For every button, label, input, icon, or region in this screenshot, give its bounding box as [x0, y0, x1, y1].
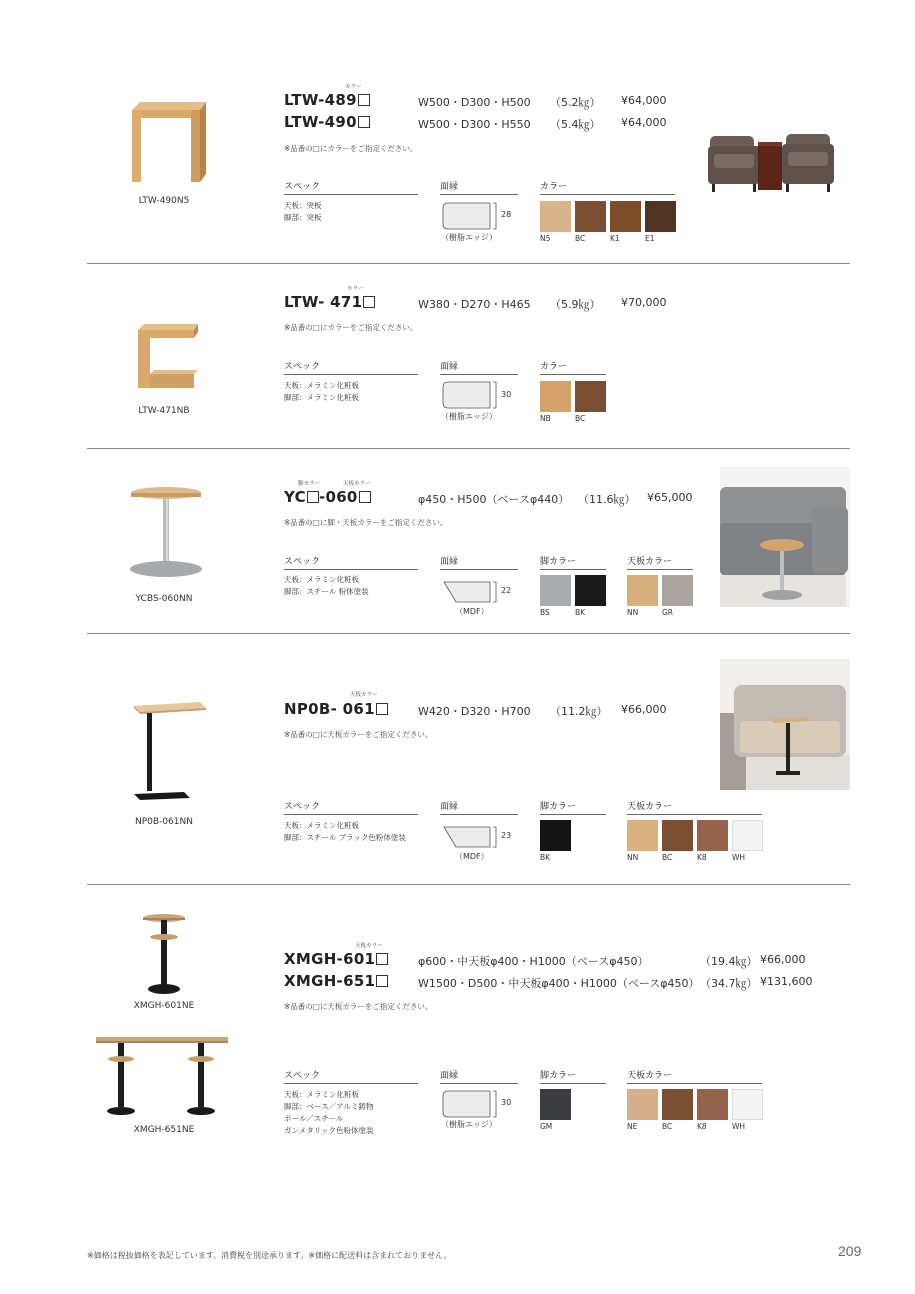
booth-scene-photo — [720, 659, 850, 790]
dimensions: φ450・H500（ベースφ440） — [418, 493, 570, 506]
edge-profile-diagram — [442, 825, 502, 849]
color-swatch-nn — [627, 575, 658, 606]
color-swatch-ne — [627, 1089, 658, 1120]
color-swatch-bs — [540, 575, 571, 606]
color-swatch-label: BS — [540, 608, 550, 617]
color-swatch-k1 — [610, 201, 641, 232]
price: ¥66,000 — [621, 703, 667, 716]
spec-line: 天板：メラミン化粧板 — [284, 575, 359, 584]
edge-heading: 面縁 — [440, 1068, 518, 1084]
model-name-ltw-471: LTW- 471 — [284, 293, 375, 311]
spec-line: 天板：メラミン化粧板 — [284, 381, 359, 390]
color-swatch-label: WH — [732, 1122, 746, 1131]
edge-profile-diagram — [442, 380, 502, 410]
xmgh-601-product-image — [138, 913, 190, 997]
color-swatch-bc — [575, 201, 606, 232]
price: ¥64,000 — [621, 94, 667, 107]
model-name-yc-060: YC -060 — [284, 488, 371, 506]
top-color-ruby: 天板カラー — [343, 481, 371, 487]
spec-list — [284, 1089, 373, 1137]
product-section-np0b-061 — [0, 634, 915, 884]
edge-material: （MDF） — [455, 852, 489, 861]
color-swatch-label: WH — [732, 853, 746, 862]
weight: （5.9㎏） — [550, 298, 601, 311]
top-color-heading: 天板カラー — [627, 554, 693, 570]
edge-heading: 面縁 — [440, 799, 518, 815]
spec-line: 天板：メラミン化粧板 — [284, 1090, 359, 1099]
color-swatch-k8 — [697, 820, 728, 851]
spec-heading: スペック — [284, 1068, 418, 1084]
spec-line: ポール／スチール — [284, 1114, 344, 1123]
ltw-490-product-image — [128, 98, 208, 188]
product-caption: LTW-490N5 — [138, 196, 190, 206]
weight: （19.4㎏） — [700, 955, 758, 968]
spec-list — [284, 574, 369, 598]
color-swatch-label: BC — [575, 234, 586, 243]
spec-line: 脚部：スチール ブラック色粉体塗装 — [284, 833, 406, 842]
color-swatch-label: K1 — [610, 234, 620, 243]
color-ruby: カラー — [345, 84, 362, 90]
color-swatch-n5 — [540, 201, 571, 232]
color-swatch-wh — [732, 1089, 763, 1120]
product-caption: YCBS-060NN — [135, 594, 193, 604]
color-swatch-label: BK — [540, 853, 551, 862]
color-swatch-label: NN — [627, 853, 639, 862]
color-swatch-bk — [540, 820, 571, 851]
price: ¥64,000 — [621, 116, 667, 129]
color-swatch-label: K8 — [697, 853, 707, 862]
edge-profile-diagram — [442, 1089, 502, 1119]
spec-line: 脚部：メラミン化粧板 — [284, 393, 359, 402]
weight: （5.4㎏） — [550, 118, 601, 131]
product-caption-651: XMGH-651NE — [133, 1125, 195, 1135]
spec-line: 天板：メラミン化粧板 — [284, 821, 359, 830]
spec-line: 脚部：スチール 粉体塗装 — [284, 587, 369, 596]
spec-line: ガンメタリック色粉体塗装 — [284, 1126, 374, 1135]
top-color-ruby: 天板カラー — [355, 943, 383, 949]
edge-profile-diagram — [442, 580, 502, 604]
model-name-xmgh-601: XMGH-601 — [284, 950, 388, 968]
product-caption: NP0B-061NN — [135, 817, 193, 827]
weight: （5.2㎏） — [550, 96, 601, 109]
leg-color-ruby: 脚カラー — [298, 481, 321, 487]
color-swatch-bk — [575, 575, 606, 606]
product-section-ltw-471 — [0, 264, 915, 448]
color-swatch-label: BC — [662, 853, 673, 862]
color-ruby: カラー — [347, 286, 364, 292]
weight: （11.6㎏） — [578, 493, 636, 506]
weight: （11.2㎏） — [550, 705, 608, 718]
color-note: ※品番の□に脚・天板カラーをご指定ください。 — [284, 518, 448, 527]
spec-heading: スペック — [284, 359, 418, 375]
edge-heading: 面縁 — [440, 359, 518, 375]
color-swatch-nn — [627, 820, 658, 851]
color-swatch-label: BC — [662, 1122, 673, 1131]
weight: （34.7㎏） — [700, 977, 758, 990]
color-swatch-bc — [662, 1089, 693, 1120]
edge-thickness: 30 — [501, 1098, 512, 1107]
top-color-ruby: 天板カラー — [350, 692, 378, 698]
color-swatch-nb — [540, 381, 571, 412]
color-swatch-label: NN — [627, 608, 639, 617]
dimensions: W500・D300・H500 — [418, 96, 531, 109]
color-swatch-label: NB — [540, 414, 551, 423]
edge-profile-diagram — [442, 201, 502, 231]
color-swatch-label: NE — [627, 1122, 638, 1131]
top-color-heading: 天板カラー — [627, 799, 762, 815]
edge-material: （樹脂エッジ） — [441, 233, 497, 242]
product-caption-601: XMGH-601NE — [133, 1001, 195, 1011]
product-section-yc-060 — [0, 449, 915, 633]
edge-thickness: 22 — [501, 586, 512, 595]
spec-list — [284, 380, 359, 404]
color-swatch-label: E1 — [645, 234, 655, 243]
color-swatch-label: K8 — [697, 1122, 707, 1131]
price: ¥131,600 — [760, 975, 813, 988]
model-name-np0b-061: NP0B- 061 — [284, 700, 388, 718]
leg-color-heading: 脚カラー — [540, 1068, 606, 1084]
product-caption: LTW-471NB — [138, 406, 190, 416]
spec-line: 脚部：突板 — [284, 213, 322, 222]
edge-thickness: 30 — [501, 390, 512, 399]
color-swatch-wh — [732, 820, 763, 851]
sofa-scene-photo — [706, 128, 850, 196]
spec-heading: スペック — [284, 799, 418, 815]
leg-color-heading: 脚カラー — [540, 554, 606, 570]
dimensions: W380・D270・H465 — [418, 298, 531, 311]
spec-line: 脚部：ベース／アルミ鋳物 — [284, 1102, 374, 1111]
product-section-ltw-490 — [0, 0, 915, 263]
leg-color-heading: 脚カラー — [540, 799, 606, 815]
top-color-heading: 天板カラー — [627, 1068, 762, 1084]
dimensions: W1500・D500・中天板φ400・H1000（ベースφ450） — [418, 977, 700, 990]
color-swatch-k8 — [697, 1089, 728, 1120]
color-swatch-gr — [662, 575, 693, 606]
edge-material: （樹脂エッジ） — [441, 1120, 497, 1129]
edge-thickness: 28 — [501, 210, 512, 219]
ltw-471-product-image — [136, 322, 200, 392]
spec-list — [284, 820, 406, 844]
dimensions: φ600・中天板φ400・H1000（ベースφ450） — [418, 955, 649, 968]
xmgh-651-product-image — [94, 1035, 230, 1119]
color-swatch-label: N5 — [540, 234, 551, 243]
edge-heading: 面縁 — [440, 554, 518, 570]
model-name-xmgh-651: XMGH-651 — [284, 972, 388, 990]
color-swatch-label: GR — [662, 608, 674, 617]
color-note: ※品番の□に天板カラーをご指定ください。 — [284, 1002, 433, 1011]
price: ¥65,000 — [647, 491, 693, 504]
edge-thickness: 23 — [501, 831, 512, 840]
spec-list — [284, 200, 322, 224]
ycbs-060-product-image — [126, 483, 206, 579]
sofa-scene-photo — [720, 467, 850, 607]
model-name-ltw-489: LTW-489 — [284, 91, 370, 109]
price: ¥70,000 — [621, 296, 667, 309]
edge-material: （樹脂エッジ） — [441, 412, 497, 421]
color-swatch-label: GM — [540, 1122, 553, 1131]
color-note: ※品番の□にカラーをご指定ください。 — [284, 323, 418, 332]
spec-line: 天板：突板 — [284, 201, 322, 210]
color-swatch-label: BK — [575, 608, 586, 617]
color-swatch-e1 — [645, 201, 676, 232]
color-note: ※品番の□にカラーをご指定ください。 — [284, 144, 418, 153]
page-number: 209 — [838, 1243, 862, 1259]
dimensions: W420・D320・H700 — [418, 705, 531, 718]
product-section-xmgh — [0, 885, 915, 1185]
spec-heading: スペック — [284, 554, 418, 570]
color-heading: カラー — [540, 179, 675, 195]
price: ¥66,000 — [760, 953, 806, 966]
edge-heading: 面縁 — [440, 179, 518, 195]
color-swatch-bc — [662, 820, 693, 851]
dimensions: W500・D300・H550 — [418, 118, 531, 131]
spec-heading: スペック — [284, 179, 418, 195]
edge-material: （MDF） — [455, 607, 489, 616]
color-note: ※品番の□に天板カラーをご指定ください。 — [284, 730, 433, 739]
model-name-ltw-490: LTW-490 — [284, 113, 370, 131]
color-swatch-gm — [540, 1089, 571, 1120]
np0b-061-product-image — [130, 700, 210, 804]
color-heading: カラー — [540, 359, 606, 375]
color-swatch-bc — [575, 381, 606, 412]
footer-note: ※価格は税抜価格を表記しています。消費税を別途承ります。※価格に配送料は含まれておりません。 — [87, 1251, 452, 1260]
color-swatch-label: BC — [575, 414, 586, 423]
